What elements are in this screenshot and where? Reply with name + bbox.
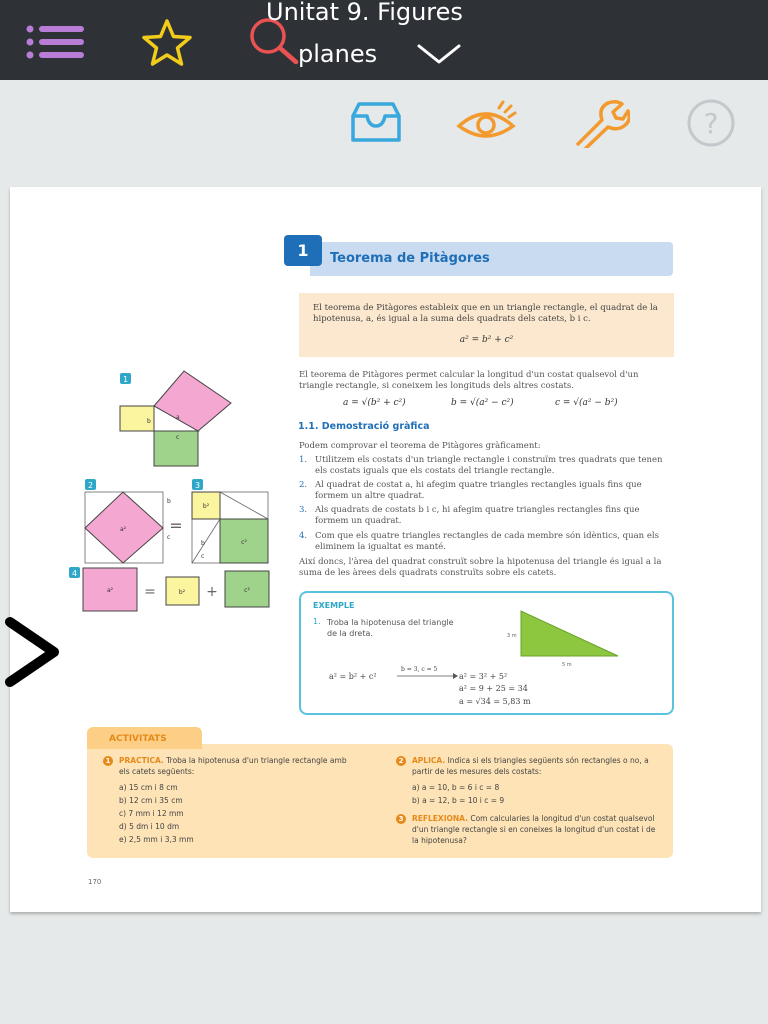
result-label-b2: b² xyxy=(178,589,186,596)
example-text: Troba la hipotenusa del triangle de la dreta. xyxy=(327,618,454,638)
example-arrow-label: b = 3, c = 5 xyxy=(401,666,438,673)
formula-a: a = √(b² + c²) xyxy=(343,398,406,408)
label-a: a xyxy=(176,414,180,421)
inbox-tray-icon[interactable] xyxy=(345,98,407,148)
example-equation-left: a² = b² + c² xyxy=(329,672,377,681)
figure-4-number: 4 xyxy=(71,569,78,578)
conclusion-paragraph: Així doncs, l'àrea del quadrat construït sobre la hipotenusa del triangle és igual a la suma de les àrees dels quadrats construïts sobre els catets. xyxy=(299,557,662,578)
definition-text: El teorema de Pitàgores estableix que en un triangle rectangle, el quadrat de la hipotenusa, a, és igual a la suma dels quadrats dels catets, b i c. xyxy=(313,303,658,324)
example-triangle xyxy=(521,611,618,656)
equals-sign-1: = xyxy=(169,516,183,535)
menu-icon[interactable] xyxy=(26,24,86,60)
activities-box xyxy=(87,744,673,858)
wrench-icon[interactable] xyxy=(568,98,630,148)
top-bar xyxy=(0,0,768,80)
example-equation-line-3: a = √34 = 5,83 m xyxy=(459,697,531,706)
page-number: 170 xyxy=(88,878,102,886)
result-label-c2: c² xyxy=(244,587,250,594)
label-a2: a² xyxy=(119,526,127,533)
section-number: 1 xyxy=(284,235,322,266)
example-equation-line-2: a² = 9 + 25 = 34 xyxy=(459,684,528,693)
activity-2-tag: APLICA. xyxy=(412,756,446,765)
plus-sign: + xyxy=(206,584,218,600)
activity-1-item-a: a) 15 cm i 8 cm xyxy=(119,783,178,792)
step-2-text: Al quadrat de costat a, hi afegim quatre triangles rectangles iguals fins que formem un altre quadrat. xyxy=(315,480,642,501)
activity-1-tag: PRACTICA. xyxy=(119,756,164,765)
help-icon[interactable] xyxy=(680,98,742,148)
activity-2-body: Indica si els triangles següents són rectangles o no, a partir de les mesures dels costats: xyxy=(412,756,649,776)
activity-2-item-b: b) a = 12, b = 10 i c = 9 xyxy=(412,796,505,805)
formula-c: c = √(a² − b²) xyxy=(555,398,618,408)
activity-1-item-c: c) 7 mm i 12 mm xyxy=(119,809,184,818)
activity-3-tag: REFLEXIONA. xyxy=(412,814,468,823)
definition-box xyxy=(299,293,674,357)
step-4-number: 4. xyxy=(299,531,308,541)
activity-1-item-b: b) 12 cm i 35 cm xyxy=(119,796,183,805)
fig2-label-b: b xyxy=(167,498,171,505)
intro-paragraph: El teorema de Pitàgores permet calcular la longitud d'un costat qualsevol d'un triangle rectangle, si coneixem les longituds dels altres costats. xyxy=(299,370,639,391)
example-triangle-figure xyxy=(301,593,672,713)
result-label-a2: a² xyxy=(106,587,114,594)
chapter-title-line1: Unitat 9. Figures xyxy=(266,0,463,26)
fig2-label-c: c xyxy=(167,534,171,541)
step-2-number: 2. xyxy=(299,480,308,490)
activity-3-body: Com calcularies la longitud d'un costat qualsevol d'un triangle rectangle si en coneixes la longitud d'un costat i de la hipotenusa? xyxy=(412,814,656,845)
step-4-text: Com que els quatre triangles rectangles de cada membre són idèntics, quan els eliminem la igualtat es manté. xyxy=(315,531,659,552)
textbook-page xyxy=(10,187,761,912)
activity-1-text xyxy=(119,755,349,777)
label-b2: b² xyxy=(202,503,210,510)
step-1-number: 1. xyxy=(299,455,308,465)
example-side-vertical: 3 m xyxy=(507,633,517,639)
label-c2: c² xyxy=(241,539,247,546)
definition-formula: a² = b² + c² xyxy=(459,335,514,345)
example-box xyxy=(299,591,674,715)
formula-b: b = √(a² − c²) xyxy=(451,398,514,408)
example-label: EXEMPLE xyxy=(313,601,355,610)
activity-2-text xyxy=(412,755,662,777)
label-c: c xyxy=(176,434,180,441)
activities-label: ACTIVITATS xyxy=(109,734,167,744)
activity-3-text xyxy=(412,813,662,846)
activity-2-number: 2 xyxy=(396,756,406,766)
example-number: 1. xyxy=(313,617,321,626)
activity-2-item-a: a) a = 10, b = 6 i c = 8 xyxy=(412,783,500,792)
eye-icon[interactable] xyxy=(455,98,517,148)
chapter-title-line2: planes xyxy=(298,40,378,68)
subsection-title: 1.1. Demostració gràfica xyxy=(298,421,430,432)
star-icon[interactable] xyxy=(136,18,198,68)
fig3-label-c: c xyxy=(201,553,205,560)
step-3-number: 3. xyxy=(299,505,308,515)
activity-1-item-e: e) 2,5 mm i 3,3 mm xyxy=(119,835,194,844)
activity-1-body: Troba la hipotenusa d'un triangle rectangle amb els catets següents: xyxy=(119,756,347,776)
fig3-label-b: b xyxy=(201,540,205,547)
figure-2-number: 2 xyxy=(87,481,94,490)
activities-tab xyxy=(87,727,202,749)
example-side-horizontal: 5 m xyxy=(562,662,572,668)
activity-1-number: 1 xyxy=(103,756,113,766)
label-b: b xyxy=(147,418,151,425)
step-1-text: Utilitzem els costats d'un triangle rectangle i construïm tres quadrats que tenen els costats iguals que els costats del triangle rectangle. xyxy=(315,455,663,476)
figure-1-number: 1 xyxy=(122,375,129,384)
equals-sign-2: = xyxy=(144,584,156,600)
section-title: Teorema de Pitàgores xyxy=(330,251,490,266)
step-3-text: Als quadrats de costats b i c, hi afegim quatre triangles rectangles fins que formem un quadrat. xyxy=(315,505,640,526)
activity-3-number: 3 xyxy=(396,814,406,824)
chevron-right-icon[interactable] xyxy=(2,614,64,690)
chevron-down-icon[interactable] xyxy=(414,40,464,68)
example-equation-line-1: a² = 3² + 5² xyxy=(459,672,508,681)
activity-1-item-d: d) 5 dm i 10 dm xyxy=(119,822,180,831)
help-glyph: ? xyxy=(703,107,719,140)
figure-3-number: 3 xyxy=(194,481,201,490)
subsection-intro: Podem comprovar el teorema de Pitàgores gràficament: xyxy=(299,441,541,451)
